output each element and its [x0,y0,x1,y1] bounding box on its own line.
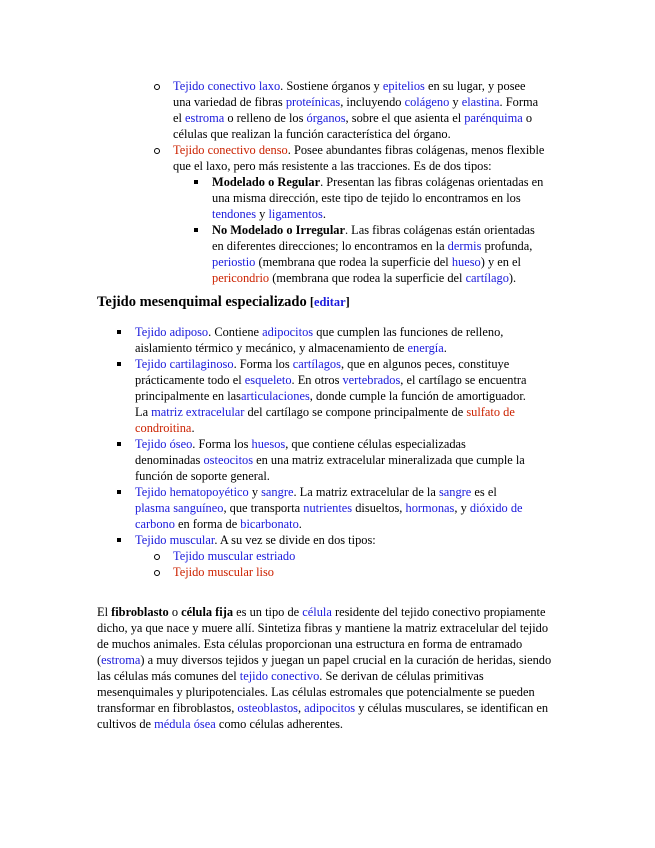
link-vertebrados[interactable]: vertebrados [342,373,401,387]
term-fibroblasto: fibroblasto [111,605,169,619]
text: ). [508,271,517,285]
link-estroma[interactable]: estroma [185,111,225,125]
link-sulfato-de-condroitina[interactable]: sulfato de condroitina [135,405,515,435]
list-item-cartilaginoso [135,356,530,436]
link-cartilagos[interactable]: cartílagos [292,357,341,371]
term-modelado: Modelado o Regular [212,175,321,189]
link-estroma-2[interactable]: estroma [101,653,141,667]
link-esqueleto[interactable]: esqueleto [244,373,292,387]
text: , donde cumple la función de amortiguador. La [135,389,526,419]
list-item-adiposo [135,324,530,356]
link-tejido-muscular[interactable]: Tejido muscular [135,533,215,547]
text: en una matriz extracelular mineralizada que cumple la función de soporte general. [135,453,525,483]
link-bicarbonato[interactable]: bicarbonato [240,517,299,531]
edit-bracket-close: ] [345,295,350,309]
text: , que en algunos peces, constituye prácticamente todo el [135,357,510,387]
text: . Forma el [173,95,539,125]
text: o relleno de los [224,111,307,125]
text: del cartílago se compone principalmente de [244,405,467,419]
link-sangre-2[interactable]: sangre [438,485,472,499]
text: . Forma los [233,357,293,371]
link-parenquima[interactable]: parénquima [464,111,523,125]
denso-types-list [212,174,545,286]
text: , y [454,501,470,515]
list-item-denso [173,142,545,286]
list-item-oseo [135,436,530,484]
link-energia[interactable]: energía [407,341,444,355]
link-matriz-extracelular[interactable]: matriz extracelular [151,405,245,419]
edit-link[interactable]: editar [313,295,346,309]
text: . [443,341,447,355]
link-hueso[interactable]: hueso [451,255,481,269]
text: es el [471,485,497,499]
list-item-no-modelado [212,222,545,286]
text: como células adherentes. [215,717,344,731]
list-item-liso [173,564,530,580]
text: . A su vez se divide en dos tipos: [214,533,376,547]
link-sangre[interactable]: sangre [261,485,294,499]
section-heading [97,293,350,311]
text: y [248,485,262,499]
link-tendones[interactable]: tendones [212,207,257,221]
text: o células que realizan la función característica del órgano. [173,111,533,141]
text: . Se derivan de células primitivas mesenquimales y pluripotenciales. Las células estromales que potencialmente se pueden transformar en fibroblastos, [97,669,535,715]
text: . [191,421,195,435]
list-item-hematopoyetico [135,484,530,532]
link-tejido-conectivo[interactable]: tejido conectivo [239,669,320,683]
connective-tissue-sublist [173,78,545,286]
text: ) a muy diversos tejidos y juegan un papel crucial en la curación de heridas, siendo las células más comunes del [97,653,552,683]
muscle-types-list [173,548,530,580]
text: residente del tejido conectivo propiamente dicho, ya que nace y muere allí. Sintetiza fibras y mantiene la matriz extracelular del tejido de muchos animales. Esta células proporcionan una estructura en forma de entramado ( [97,605,549,667]
link-celula[interactable]: célula [302,605,332,619]
link-ligamentos[interactable]: ligamentos [268,207,323,221]
text: . Forma los [192,437,252,451]
text: . La matriz extracelular de la [293,485,439,499]
link-medula-osea[interactable]: médula ósea [154,717,216,731]
term-celula-fija: célula fija [181,605,234,619]
text: . Presentan las fibras colágenas orientadas en una misma dirección, este tipo de tejido lo encontramos en los [212,175,544,205]
text: . Sostiene órganos y [280,79,383,93]
text: y células musculares, se identifican en cultivos de [97,701,549,731]
text: . Posee abundantes fibras colágenas, menos flexible que el laxo, pero más resistente a las tracciones. Es de dos tipos: [173,143,545,173]
link-adipocitos[interactable]: adipocitos [262,325,314,339]
link-huesos[interactable]: huesos [251,437,286,451]
link-colageno[interactable]: colágeno [404,95,450,109]
text: (membrana que rodea la superficie del [255,255,452,269]
text: profunda, [481,239,533,253]
link-hormonas[interactable]: hormonas [405,501,455,515]
link-cartilago[interactable]: cartílago [465,271,509,285]
text: , sobre el que asienta el [345,111,465,125]
link-plasma-sanguineo[interactable]: plasma sanguíneo [135,501,224,515]
list-item-modelado [212,174,545,222]
text: (membrana que rodea la superficie del [269,271,466,285]
link-tejido-muscular-estriado[interactable]: Tejido muscular estriado [173,549,296,563]
text: . Las fibras colágenas están orientadas en diferentes direcciones; lo encontramos en la [212,223,535,253]
text: disueltos, [352,501,406,515]
link-osteoblastos[interactable]: osteoblastos [237,701,298,715]
text: , [297,701,305,715]
link-adipocitos-2[interactable]: adipocitos [304,701,356,715]
text: , que transporta [223,501,304,515]
list-item-laxo [173,78,545,142]
link-tejido-conectivo-laxo[interactable]: Tejido conectivo laxo [173,79,281,93]
link-nutrientes[interactable]: nutrientes [303,501,353,515]
text: . Contiene [208,325,263,339]
link-articulaciones[interactable]: articulaciones [240,389,310,403]
text: ) y en el [480,255,521,269]
link-dermis[interactable]: dermis [447,239,482,253]
link-epitelios[interactable]: epitelios [382,79,425,93]
specialized-tissue-list [135,324,530,580]
text: . En otros [291,373,343,387]
link-tejido-conectivo-denso[interactable]: Tejido conectivo denso [173,143,288,157]
text: y [256,207,269,221]
link-organos[interactable]: órganos [306,111,346,125]
link-pericondrio[interactable]: pericondrio [212,271,270,285]
text: . [298,517,302,531]
term-no-modelado: No Modelado o Irregular [212,223,345,237]
heading-text: Tejido mesenquimal especializado [97,294,307,310]
text: El [97,605,112,619]
link-elastina[interactable]: elastina [461,95,500,109]
fibroblast-paragraph [97,604,555,732]
text: en su lugar, y posee una variedad de fibras [173,79,526,109]
text: o [168,605,182,619]
link-tejido-muscular-liso[interactable]: Tejido muscular liso [173,565,274,579]
link-osteocitos[interactable]: osteocitos [203,453,254,467]
edit-bracket-open: [ [306,295,314,309]
text: , incluyendo [340,95,405,109]
list-item-estriado [173,548,530,564]
text: . [322,207,326,221]
link-tejido-oseo[interactable]: Tejido óseo [135,437,193,451]
link-periostio[interactable]: periostio [212,255,256,269]
link-tejido-adiposo[interactable]: Tejido adiposo [135,325,209,339]
text: , que contiene células especializadas denominadas [135,437,466,467]
text: que cumplen las funciones de relleno, aislamiento térmico y mecánico, y almacenamiento de [135,325,504,355]
link-dioxido-de-carbono[interactable]: dióxido de carbono [135,501,523,531]
list-item-muscular [135,532,530,580]
text: y [449,95,462,109]
link-tejido-hematopoyetico[interactable]: Tejido hematopoyético [135,485,249,499]
link-proteinicas[interactable]: proteínicas [285,95,341,109]
text: en forma de [174,517,241,531]
text: es un tipo de [233,605,303,619]
text: , el cartílago se encuentra principalmente en las [135,373,527,403]
link-tejido-cartilaginoso[interactable]: Tejido cartilaginoso [135,357,234,371]
